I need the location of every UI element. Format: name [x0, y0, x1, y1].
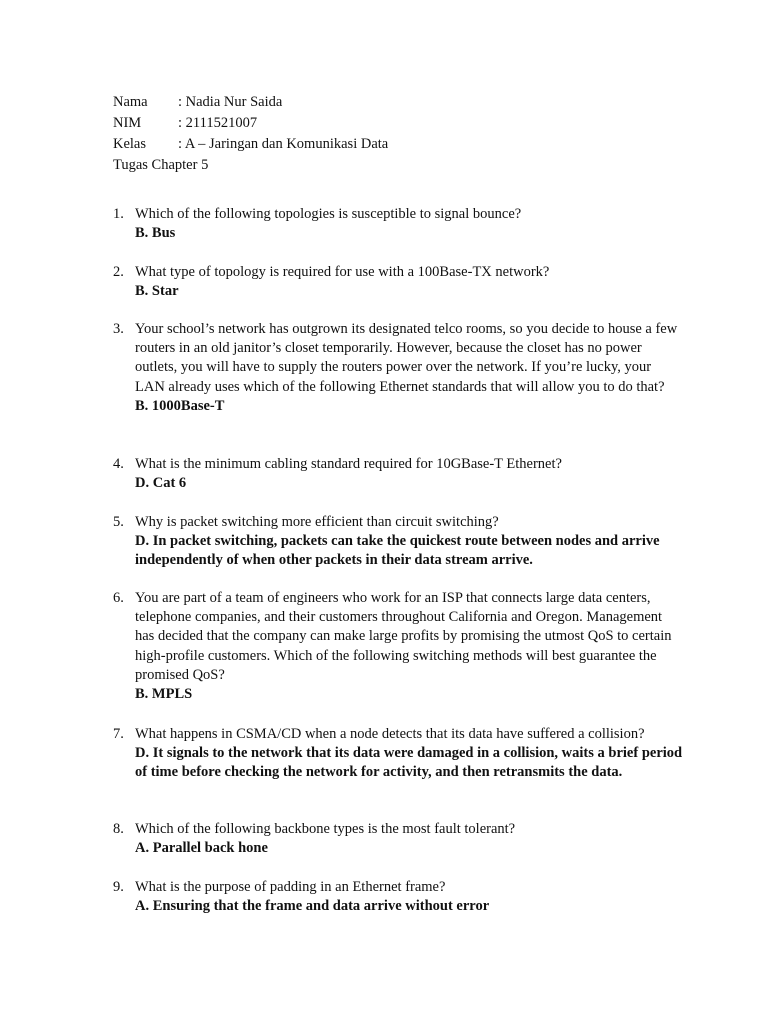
answer-text: A. Ensuring that the frame and data arrive without error — [135, 898, 490, 915]
question-text: Which of the following topologies is susceptible to signal bounce? — [135, 206, 522, 222]
header-row-kelas — [113, 134, 673, 155]
question-text: What type of topology is required for use with a 100Base-TX network? — [135, 264, 550, 280]
question-number: 6. — [113, 590, 124, 606]
header-row-nama — [113, 92, 673, 113]
question-text: What is the purpose of padding in an Ethernet frame? — [135, 879, 446, 895]
nama-value: : Nadia Nur Saida — [178, 94, 283, 110]
question-item — [113, 820, 683, 858]
question-item — [113, 589, 683, 704]
question-item — [113, 725, 683, 783]
kelas-value: : A – Jaringan dan Komunikasi Data — [178, 136, 389, 152]
answer-text: B. 1000Base-T — [135, 397, 225, 414]
answer-text: B. Star — [135, 283, 179, 300]
answer-text: D. In packet switching, packets can take the quickest route between nodes and arrive independently of when other packets in their data stream arrive. — [135, 533, 660, 569]
question-number: 8. — [113, 821, 124, 837]
question-item — [113, 263, 683, 301]
answer-text: A. Parallel back hone — [135, 840, 268, 857]
header-row-nim — [113, 113, 673, 134]
nim-value: : 2111521007 — [178, 115, 258, 131]
question-number: 7. — [113, 726, 124, 742]
question-item — [113, 455, 683, 493]
answer-text: D. Cat 6 — [135, 475, 187, 492]
answer-text: D. It signals to the network that its data were damaged in a collision, waits a brief period of time before checking the network for activity, and then retransmits the data. — [135, 745, 683, 781]
question-item — [113, 878, 683, 916]
question-item — [113, 513, 683, 571]
question-number: 5. — [113, 514, 124, 530]
assignment-title: Tugas Chapter 5 — [113, 157, 209, 173]
nim-label: NIM — [113, 115, 142, 131]
question-number: 9. — [113, 879, 124, 895]
question-item — [113, 320, 683, 416]
question-item — [113, 205, 683, 243]
question-number: 2. — [113, 264, 124, 280]
question-text: You are part of a team of engineers who work for an ISP that connects large data centers, telephone companies, and their customers throughout California and Oregon. Management has decided that the company can make large profits by promising the utmost QoS to certain high-profile customers. Which of the following switching methods will best guarantee the promised QoS? — [135, 590, 672, 683]
answer-text: B. MPLS — [135, 686, 193, 703]
question-text: Your school’s network has outgrown its designated telco rooms, so you decide to house a few routers in an old janitor’s closet temporarily. However, because the closet has no power outlets, you will have to supply the routers power over the network. If you’re lucky, your LAN already uses which of the following Ethernet standards that will allow you to do that? — [135, 321, 678, 395]
question-text: What happens in CSMA/CD when a node detects that its data have suffered a collision? — [135, 726, 645, 742]
question-number: 4. — [113, 456, 124, 472]
answer-text: B. Bus — [135, 225, 176, 242]
question-number: 3. — [113, 321, 124, 337]
question-text: What is the minimum cabling standard required for 10GBase-T Ethernet? — [135, 456, 562, 472]
nama-label: Nama — [113, 94, 148, 110]
question-text: Why is packet switching more efficient than circuit switching? — [135, 514, 499, 530]
kelas-label: Kelas — [113, 136, 147, 152]
student-header — [113, 92, 673, 176]
question-text: Which of the following backbone types is the most fault tolerant? — [135, 821, 516, 837]
question-number: 1. — [113, 206, 124, 222]
